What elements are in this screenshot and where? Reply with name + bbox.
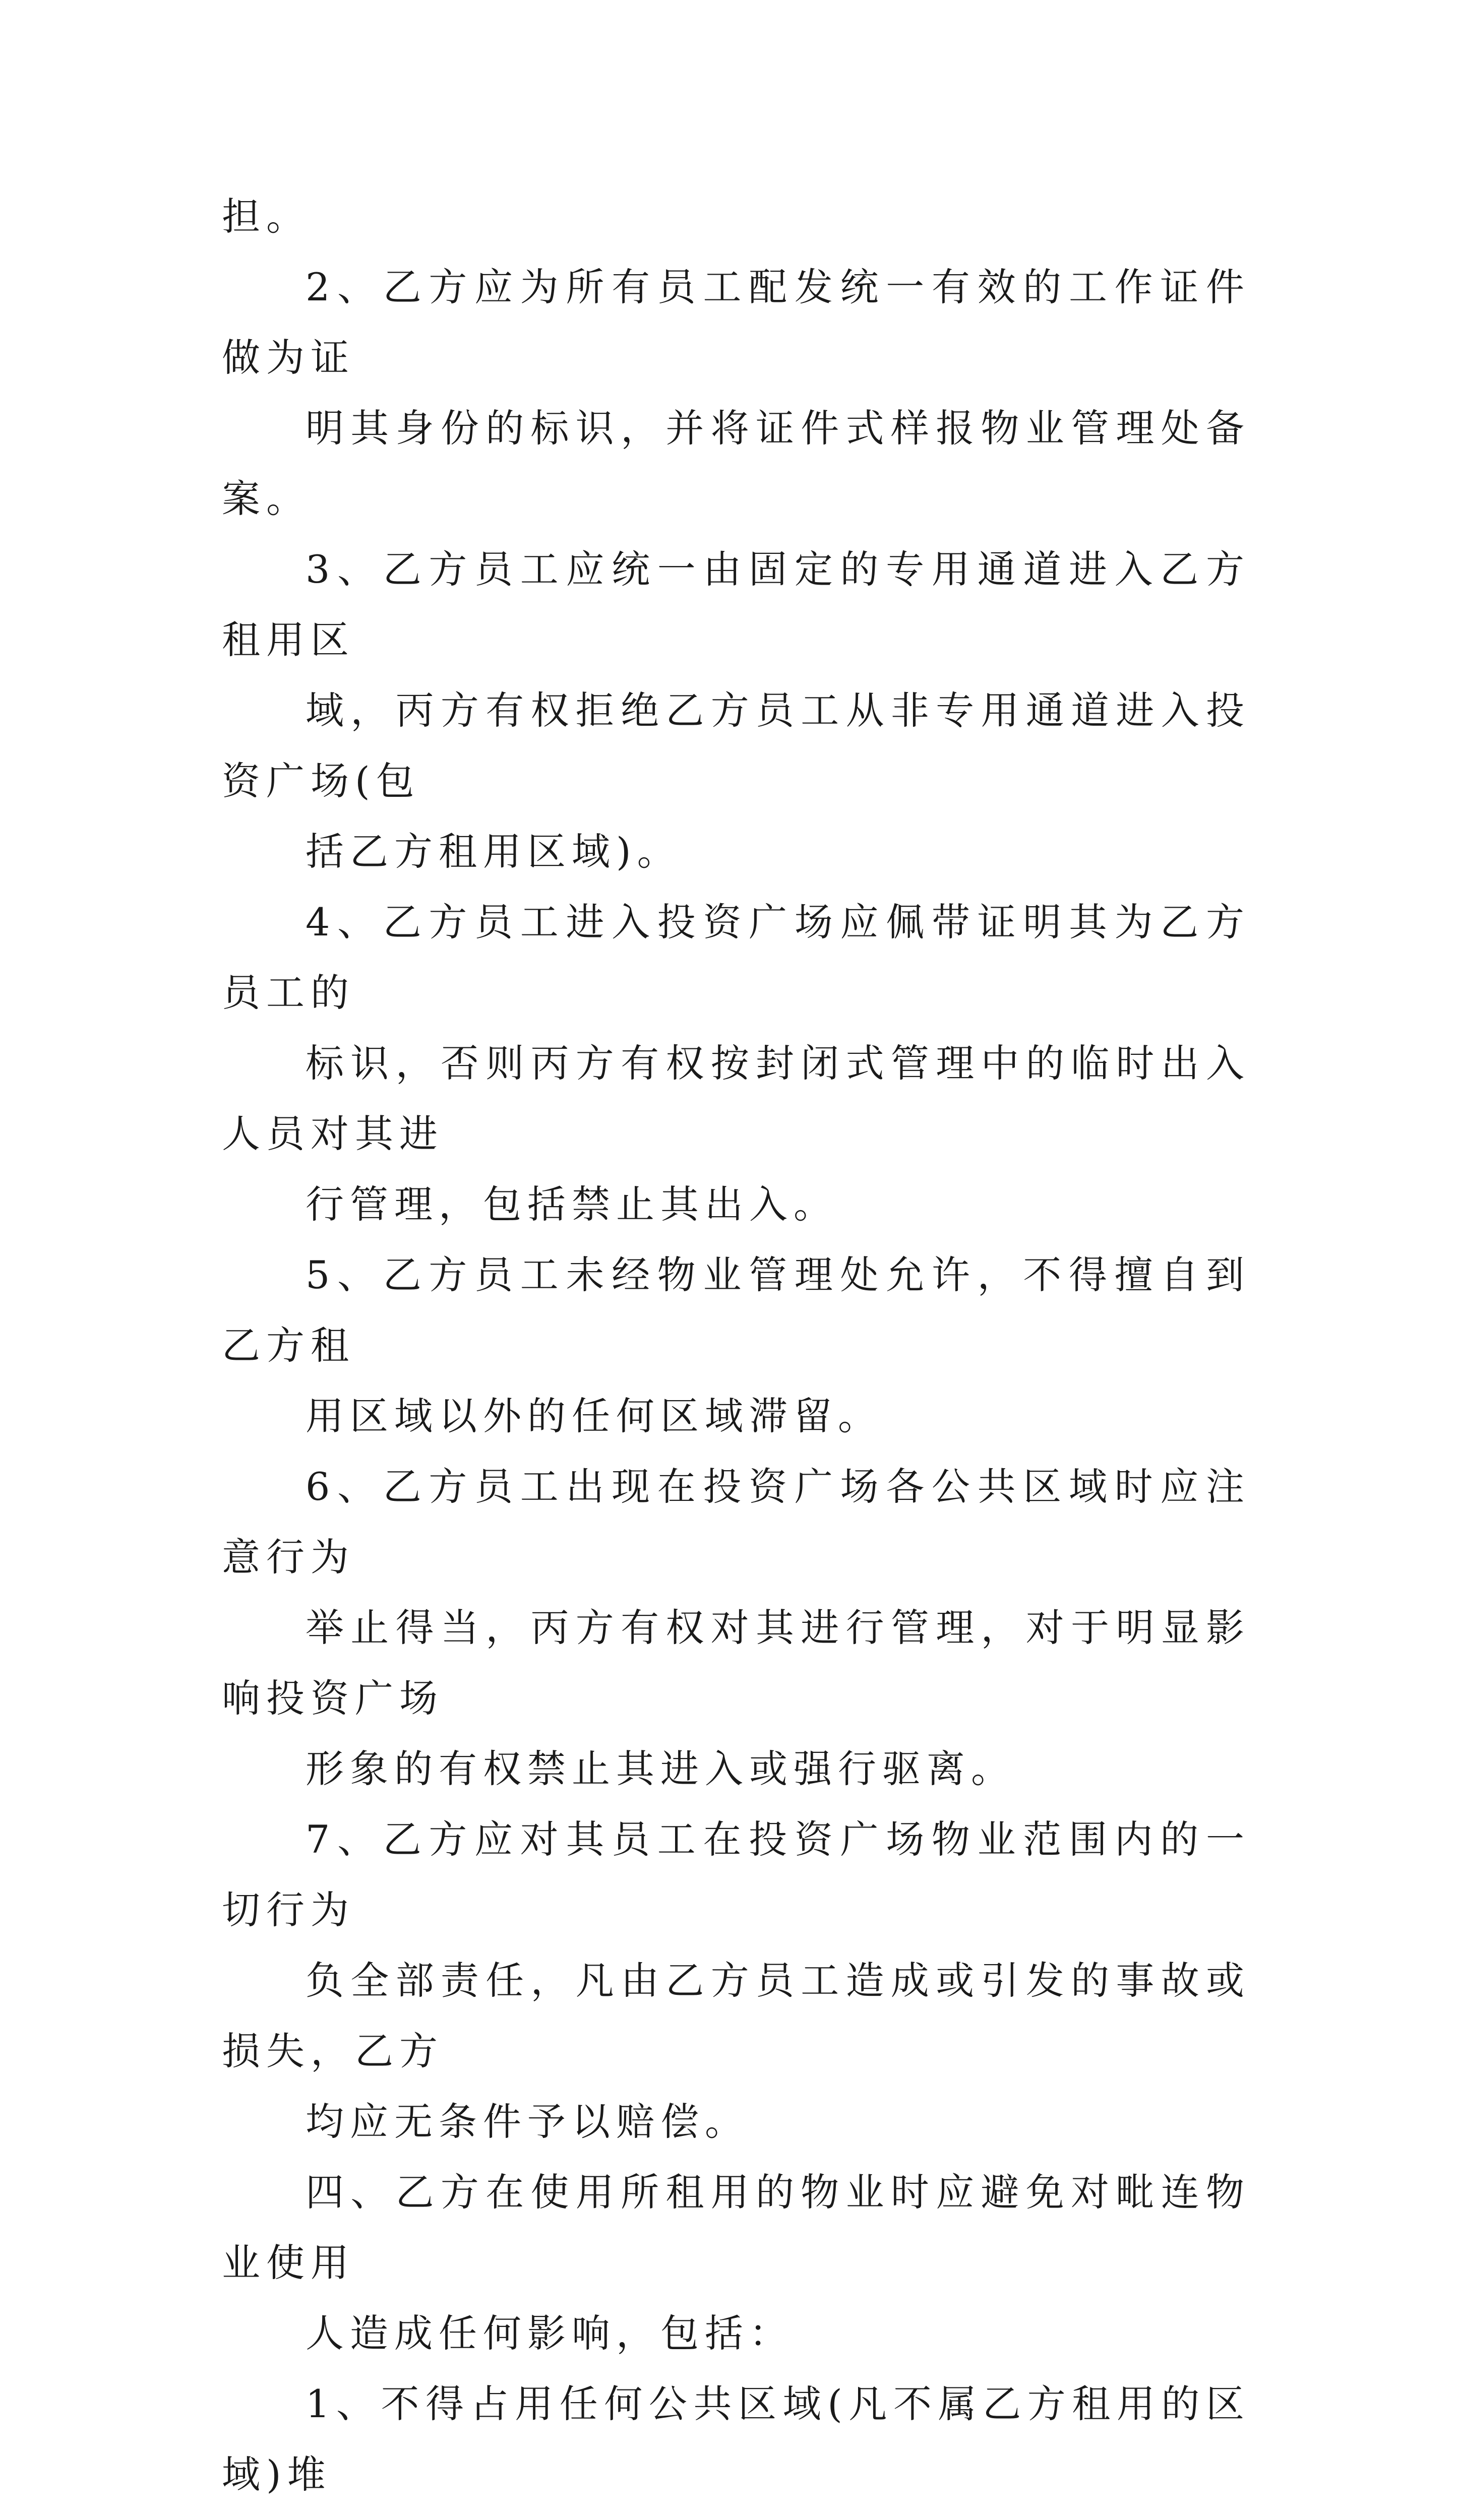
- text-line: 举止得当，丙方有权对其进行管理，对于明显影响投资广场: [222, 1605, 1250, 1721]
- text-line: 人造成任何影响，包括：: [306, 2311, 794, 2356]
- document-page: [222, 181, 1250, 2520]
- text-line: 形象的有权禁止其进入或强行驱离。: [306, 1746, 1015, 1791]
- text-line: 负全部责任，凡由乙方员工造成或引发的事故或损失，乙方: [222, 1958, 1250, 2073]
- text-line: [222, 2510, 1250, 2520]
- text-line: 6、乙方员工出现在投资广场各公共区域时应注意行为: [222, 1464, 1250, 1580]
- text-line: 4、乙方员工进入投资广场应佩带证明其为乙方员工的: [222, 900, 1250, 1015]
- paragraph-clause-3-access-channel: [222, 534, 1250, 887]
- paragraph-clause-6-conduct: [222, 1452, 1250, 1804]
- text-line: 担。: [222, 194, 311, 239]
- text-line: 7、乙方应对其员工在投资广场物业范围内的一切行为: [222, 1817, 1250, 1932]
- paragraph-clause-4-identification: [222, 887, 1250, 1240]
- paragraph-section-4-clause-1: [222, 2369, 1250, 2520]
- text-line: 2、乙方应为所有员工配发统一有效的工作证件做为证: [222, 265, 1250, 380]
- text-line: 域，丙方有权拒绝乙方员工从非专用通道进入投资广场(包: [222, 688, 1250, 803]
- paragraph-section-4-heading: [222, 2157, 1250, 2369]
- paragraph-clause-2-id-badges: [222, 252, 1250, 534]
- text-line: 标识，否则丙方有权按封闭式管理中的临时出入人员对其进: [222, 1041, 1250, 1156]
- text-line: 四、乙方在使用所租用的物业时应避免对毗连物业使用: [222, 2170, 1250, 2285]
- text-line: 用区域以外的任何区域滞留。: [306, 1394, 882, 1438]
- text-line: 明其身份的标识，并将证件式样报物业管理处备案。: [222, 406, 1250, 521]
- text-line: 均应无条件予以赔偿。: [306, 2099, 749, 2144]
- paragraph-clause-7-liability: [222, 1804, 1250, 2157]
- paragraph-clause-5-no-loitering: [222, 1240, 1250, 1452]
- paragraph-continuation: [222, 181, 1250, 252]
- text-line: 括乙方租用区域)。: [306, 829, 682, 874]
- text-line: 3、乙方员工应统一由固定的专用通道进入乙方租用区: [222, 547, 1250, 662]
- text-line: 5、乙方员工未经物业管理处允许，不得擅自到乙方租: [222, 1252, 1250, 1368]
- text-line: 行管理，包括禁止其出入。: [306, 1182, 838, 1227]
- text-line: 1、不得占用任何公共区域(凡不属乙方租用的区域)堆: [222, 2381, 1250, 2497]
